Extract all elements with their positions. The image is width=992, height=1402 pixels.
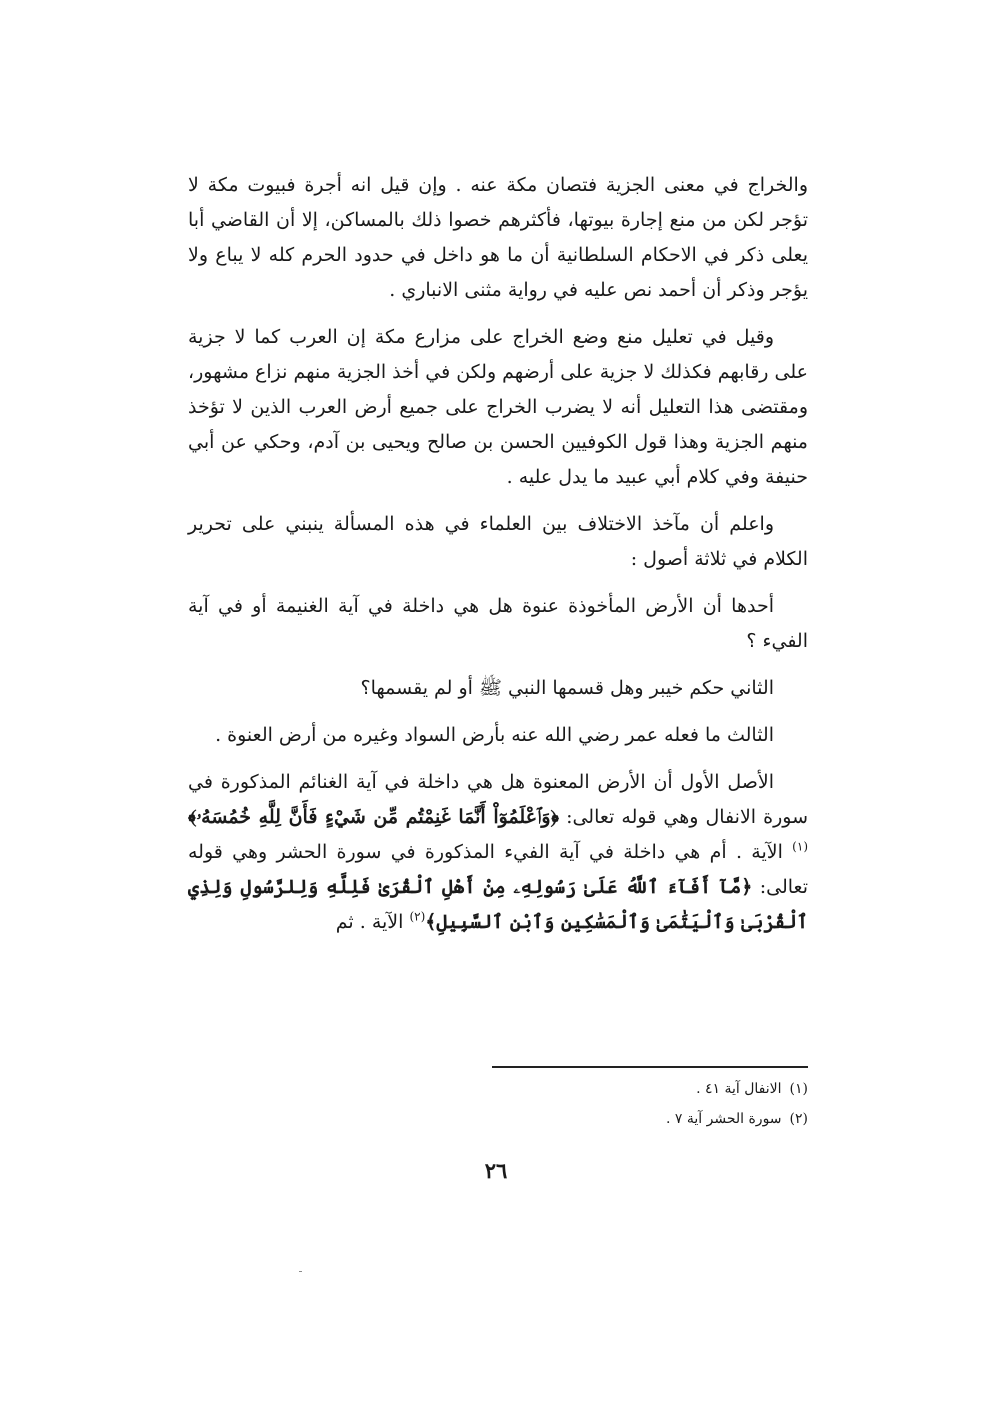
paragraph-principle-two: الثاني حكم خيبر وهل قسمها النبي ﷺ أو لم يقسمها؟ [360, 677, 774, 699]
footnote-divider [492, 1066, 808, 1068]
footnote-number: (٢) [789, 1111, 808, 1127]
footnote-item [492, 1074, 808, 1104]
paragraph-first-principle-discussion [188, 765, 808, 940]
paragraph-principle-three: الثالث ما فعله عمر رضي الله عنه بأرض السواد وغيره من أرض العنوة . [215, 724, 774, 746]
quran-verse-hashr: ﴿مَّآ أَفَآءَ ٱللَّهُ عَلَىٰ رَسُولِهِۦ مِنْ أَهْلِ ٱلْقُرَىٰ فَلِلَّهِ وَلِلرَّسُولِ وَلِذِي ٱلْقُرْبَىٰ وَٱلْيَتَٰمَىٰ وَٱلْمَسَٰكِينِ وَٱبْنِ ٱلسَّبِيلِ﴾ [188, 876, 808, 933]
footnote-number: (١) [789, 1081, 808, 1097]
paragraph-text: الأصل الأول أن الأرض المعنوة هل هي داخلة في آية الغنائم المذكورة في سورة الانفال وهي قوله تعالى: [188, 771, 808, 828]
footnote-text: سورة الحشر آية ٧ . [665, 1111, 782, 1127]
footnote-reference: (٢) [409, 909, 426, 924]
footnote-reference: (١) [792, 839, 808, 854]
scan-speck [299, 1271, 302, 1272]
footnote-text: الانفال آية ٤١ . [696, 1081, 782, 1097]
paragraph-kharaj-reasoning: وقيل في تعليل منع وضع الخراج على مزارع مكة إن العرب كما لا جزية على رقابهم فكذلك لا جزية على أرضهم ولكن في أخذ الجزية منهم نزاع مشهور، ومقتضى هذا التعليل أنه لا يضرب الخراج على جميع أرض العرب الذين لا تؤخذ منهم الجزية وهذا قول الكوفيين الحسن بن صالح ويحيى بن آدم، وحكي عن أبي حنيفة وفي كلام أبي عبيد ما يدل عليه . [188, 326, 808, 488]
page-number: ٢٦ [484, 1158, 508, 1183]
paragraph-three-principles-intro: واعلم أن مآخذ الاختلاف بين العلماء في هذه المسألة ينبني على تحرير الكلام في ثلاثة أصول : [188, 513, 808, 570]
quran-verse-anfal: ﴿وَٱعْلَمُوٓاْ أَنَّمَا غَنِمْتُم مِّن شَيْءٍ فَأَنَّ لِلَّهِ خُمُسَهُۥ﴾ [188, 806, 559, 828]
paragraph-text: الآية . أم هي داخلة في آية الفيء المذكورة في سورة الحشر وهي قوله تعالى: [188, 841, 808, 898]
paragraph-principle-one: أحدها أن الأرض المأخوذة عنوة هل هي داخلة في آية الغنيمة أو في آية الفيء ؟ [188, 595, 808, 652]
paragraph-text: الآية . ثم [335, 911, 410, 933]
footnotes [492, 1074, 808, 1134]
paragraph-mecca-kharaj: والخراج في معنى الجزية فتصان مكة عنه . وإن قيل انه أجرة فبيوت مكة لا تؤجر لكن من منع إجارة بيوتها، فأكثرهم خصوا ذلك بالمساكن، إلا أن القاضي أبا يعلى ذكر في الاحكام السلطانية أن ما هو داخل في حدود الحرم كله لا يباع ولا يؤجر وذكر أن أحمد نص عليه في رواية مثنى الانباري . [188, 174, 808, 301]
page-body [188, 168, 808, 940]
footnote-item [492, 1104, 808, 1134]
